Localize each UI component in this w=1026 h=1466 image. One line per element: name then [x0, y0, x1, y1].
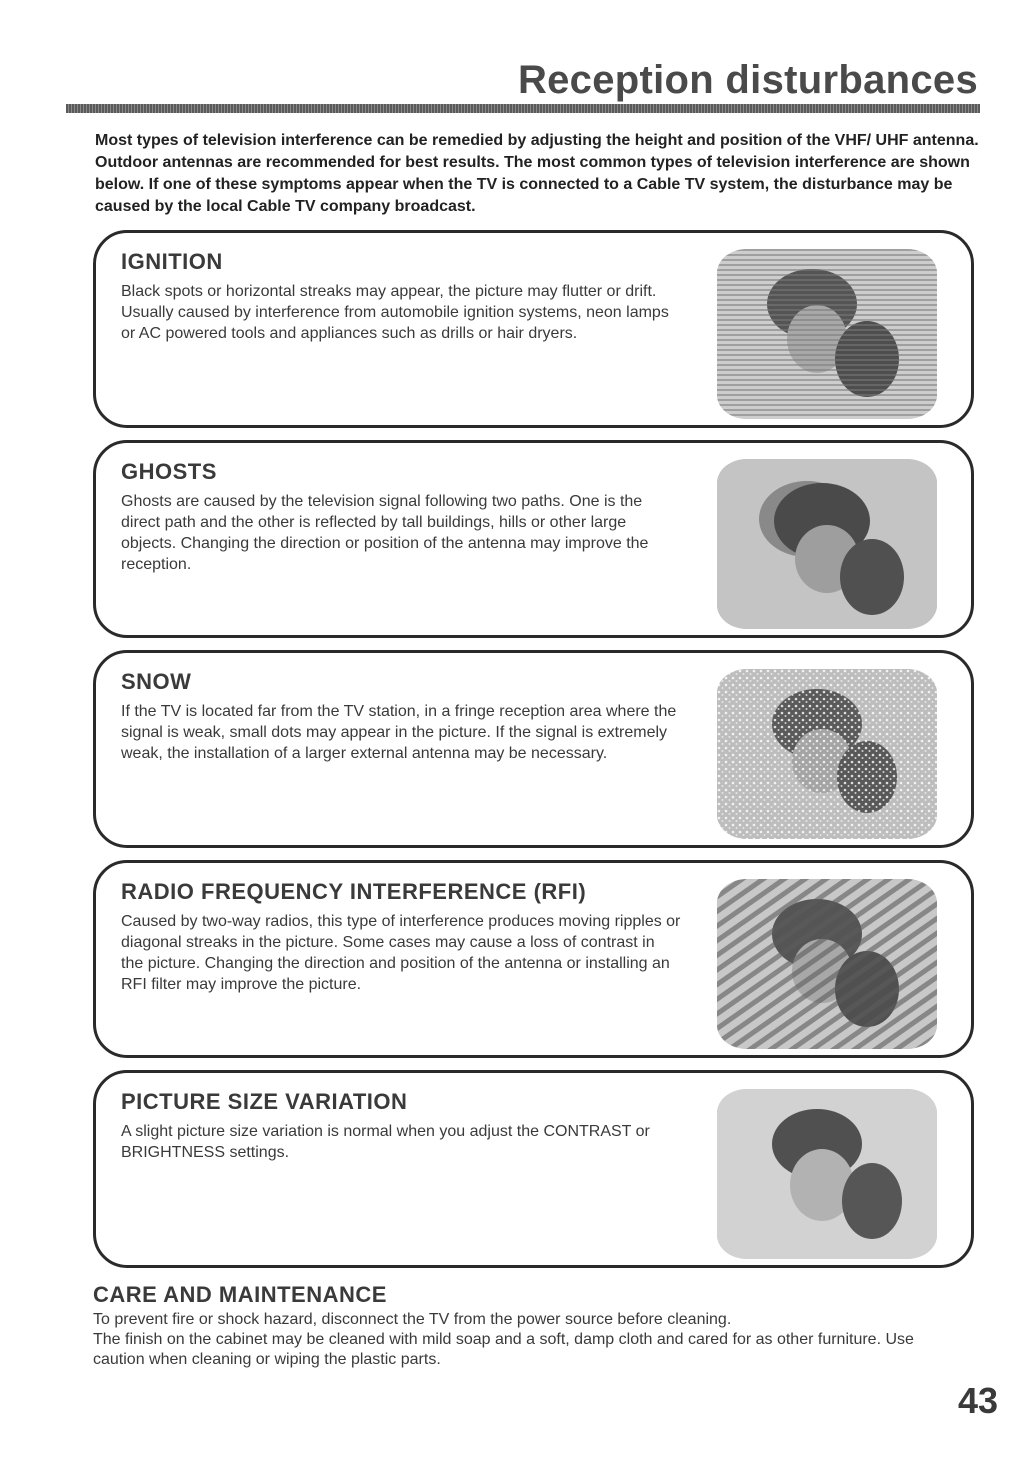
section-heading: PICTURE SIZE VARIATION [121, 1089, 408, 1114]
section-ignition [93, 230, 974, 428]
title-rule [66, 104, 980, 113]
section-text: Black spots or horizontal streaks may appear, the picture may flutter or drift. Usually caused by interference from automobile ignition systems, neon lamps or AC powered tools and appliances such as drills or hair dryers. [121, 283, 669, 342]
care-text [93, 1310, 953, 1370]
intro-text: Most types of television interference can be remedied by adjusting the height and position of the VHF/ UHF antenna. Outdoor antennas are recommended for best results. The most common types of television interference are shown below. If one of these symptoms appear when the TV is connected to a Cable TV system, the disturbance may be caused by the local Cable TV company broadcast. [95, 132, 979, 215]
tv-image-ignition [717, 249, 937, 419]
section-text: Caused by two-way radios, this type of interference produces moving ripples or diagonal streaks in the picture. Some cases may cause a loss of contrast in the picture. Changing the direction and position of the antenna or installing an RFI filter may improve the picture. [121, 913, 681, 993]
care-line: The finish on the cabinet may be cleaned with mild soap and a soft, damp cloth and cared for as other furniture. Use caution when cleaning or wiping the plastic parts. [93, 1331, 914, 1368]
page-title: Reception disturbances [517, 58, 978, 102]
section-heading: GHOSTS [121, 459, 217, 484]
section-heading: SNOW [121, 669, 192, 694]
tv-image-picture-size [717, 1089, 937, 1259]
section-text: A slight picture size variation is normal when you adjust the CONTRAST or BRIGHTNESS settings. [121, 1123, 650, 1161]
section-heading: IGNITION [121, 249, 223, 274]
tv-image-snow [717, 669, 937, 839]
section-heading: RADIO FREQUENCY INTERFERENCE (RFI) [121, 879, 587, 904]
section-text: If the TV is located far from the TV station, in a fringe reception area where the signal is weak, small dots may appear in the picture. If the signal is extremely weak, the installation of a larger external antenna may be necessary. [121, 703, 677, 762]
section-picture-size [93, 1070, 974, 1268]
section-ghosts [93, 440, 974, 638]
page-number: 43 [957, 1380, 998, 1421]
section-rfi [93, 860, 974, 1058]
care-line: To prevent fire or shock hazard, disconnect the TV from the power source before cleaning. [93, 1311, 732, 1328]
section-snow [93, 650, 974, 848]
tv-image-ghosts [717, 459, 937, 629]
care-heading: CARE AND MAINTENANCE [93, 1282, 387, 1307]
section-text: Ghosts are caused by the television signal following two paths. One is the direct path and the other is reflected by tall buildings, hills or other large objects. Changing the direction or position of the antenna may improve the reception. [121, 493, 649, 573]
tv-image-rfi [717, 879, 937, 1049]
